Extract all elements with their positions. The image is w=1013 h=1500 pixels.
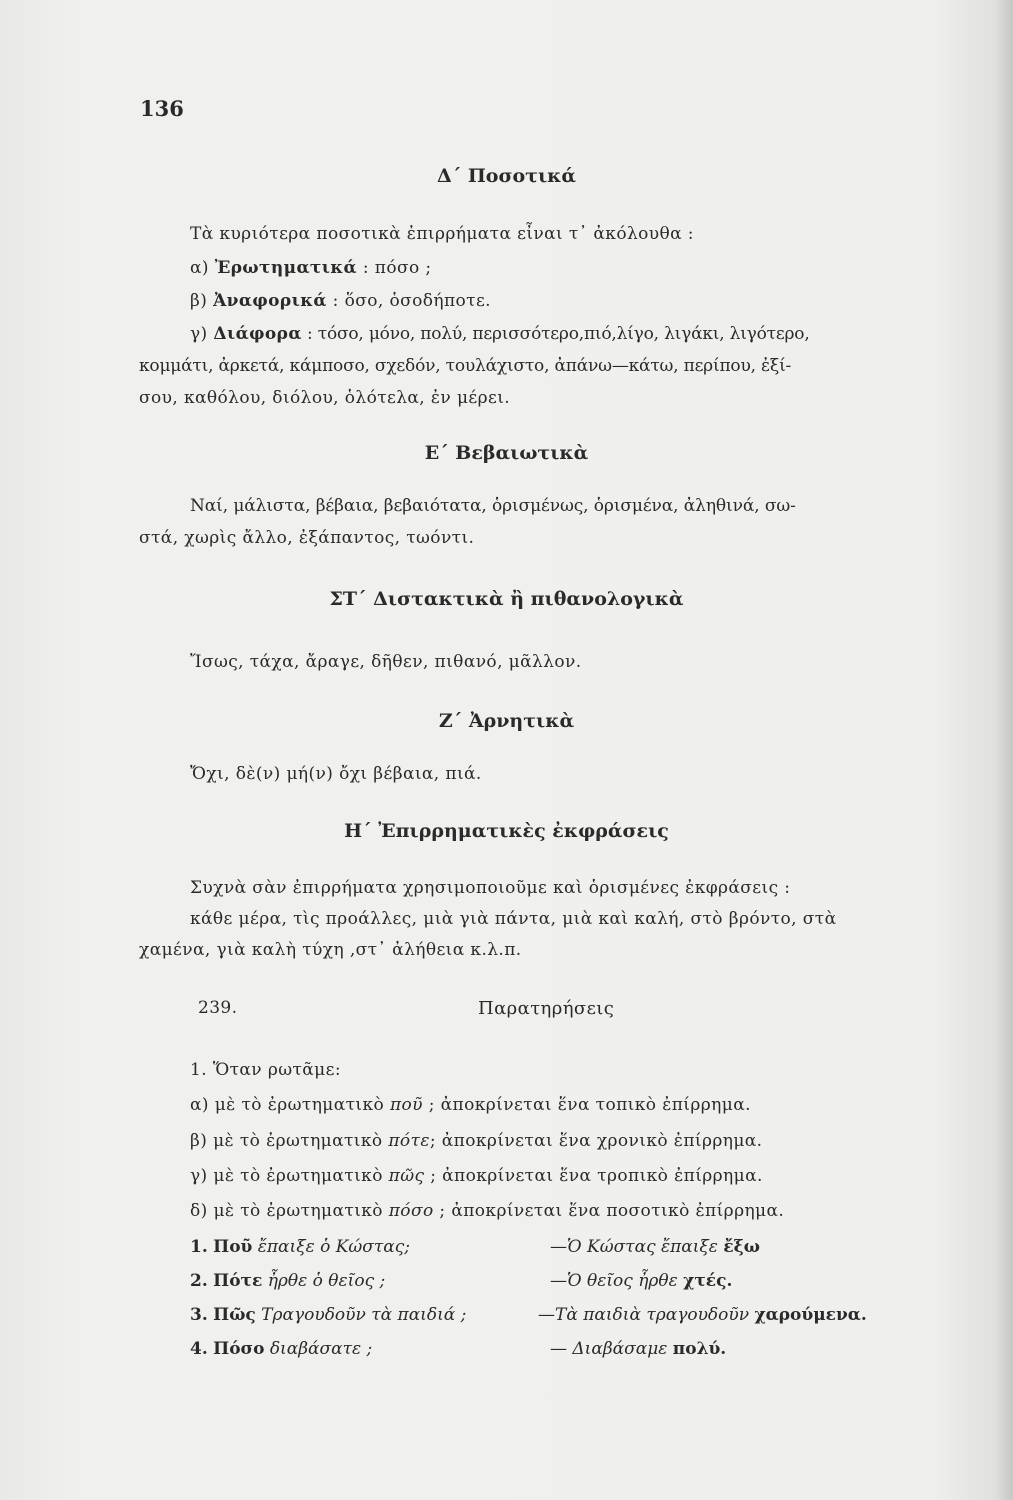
item-b-label: β) <box>190 291 214 311</box>
obs-c-rest: ; ἀποκρίνεται ἕνα τροπικὸ ἐπίρρημα. <box>424 1166 763 1186</box>
example-2-q-rest: ἦρθε ὁ θεῖος ; <box>262 1271 386 1291</box>
example-3-q-word: Πῶς <box>213 1305 256 1325</box>
example-2-question <box>190 1271 385 1291</box>
section-h-line2: κάθε μέρα, τὶς προάλλες, μιὰ γιὰ πάντα, μιὰ καὶ καλή, στὸ βρόντο, στὰ <box>190 909 837 929</box>
example-2-a-rest: —Ὁ θεῖος ἦρθε <box>550 1271 684 1291</box>
observation-line-b <box>190 1131 762 1151</box>
section-d-item-b <box>190 291 491 311</box>
section-z-heading: Ζ΄ Ἀρνητικὰ <box>438 710 575 732</box>
item-c-label: γ) <box>190 324 214 344</box>
section-d-intro: Τὰ κυριότερα ποσοτικὰ ἐπιρρήματα εἶναι τ᾿ ἀκόλουθα : <box>190 224 694 244</box>
example-3-answer <box>538 1305 867 1325</box>
example-1-answer <box>550 1237 760 1257</box>
example-1-q-rest: ἔπαιξε ὁ Κώστας; <box>252 1237 411 1257</box>
obs-b-rest: ; ἀποκρίνεται ἕνα χρονικὸ ἐπίρρημα. <box>429 1131 763 1151</box>
section-d-item-c-line3: σου, καθόλου, διόλου, ὁλότελα, ἐν μέρει. <box>139 388 511 408</box>
item-a-label: α) <box>190 258 215 278</box>
section-z-line1: Ὄχι, δὲ(ν) μή(ν) ὄχι βέβαια, πιά. <box>190 764 482 784</box>
section-d-item-a <box>190 258 432 278</box>
example-3-number: 3. <box>190 1305 208 1325</box>
example-4-a-word: πολύ. <box>672 1339 727 1359</box>
obs-d-label: δ) μὲ τὸ ἐρωτηματικὸ <box>190 1201 389 1221</box>
item-c-term: Διάφορα <box>213 324 302 344</box>
example-3-question <box>190 1305 466 1325</box>
section-e-heading: Ε΄ Βεβαιωτικὰ <box>424 442 589 464</box>
example-2-answer <box>550 1271 732 1291</box>
item-b-term: Ἀναφορικά <box>213 291 327 311</box>
example-2-a-word: χτές. <box>683 1271 733 1291</box>
observation-line-c <box>190 1166 763 1186</box>
section-d-heading: Δ΄ Ποσοτικά <box>437 165 576 187</box>
item-c-rest: : τόσο, μόνο, πολύ, περισσότερο,πιό,λίγο, λιγάκι, λιγότερο, <box>301 324 810 344</box>
section-h-line3: χαμένα, γιὰ καλὴ τύχη ,στ᾿ ἀλήθεια κ.λ.π. <box>139 940 522 960</box>
example-1-a-word: ἔξω <box>723 1237 760 1257</box>
observations-heading: Παρατηρήσεις <box>478 998 615 1019</box>
example-4-q-rest: διαβάσατε ; <box>264 1339 373 1359</box>
item-a-rest: : πόσο ; <box>357 258 432 278</box>
section-d-item-c <box>190 324 810 344</box>
example-2-q-word: Πότε <box>213 1271 263 1291</box>
obs-a-rest: ; ἀποκρίνεται ἕνα τοπικὸ ἐπίρρημα. <box>422 1095 751 1115</box>
example-3-q-rest: Τραγουδοῦν τὰ παιδιά ; <box>255 1305 467 1325</box>
example-1-a-rest: —Ὁ Κώστας ἔπαιξε <box>550 1237 724 1257</box>
page-number: 136 <box>140 96 184 121</box>
obs-c-word: πῶς <box>388 1166 425 1186</box>
example-1-number: 1. <box>190 1237 208 1257</box>
example-4-number: 4. <box>190 1339 208 1359</box>
paragraph-number: 239. <box>198 998 238 1018</box>
section-st-line1: Ἴσως, τάχα, ἄραγε, δῆθεν, πιθανό, μᾶλλον. <box>190 652 582 672</box>
observation-line-d <box>190 1201 784 1221</box>
obs-b-label: β) μὲ τὸ ἐρωτηματικὸ <box>190 1131 389 1151</box>
example-4-a-rest: — Διαβάσαμε <box>550 1339 673 1359</box>
section-h-line1: Συχνὰ σὰν ἐπιρρήματα χρησιμοποιοῦμε καὶ ὁρισμένες ἐκφράσεις : <box>190 878 791 898</box>
section-d-item-c-line2: κομμάτι, ἀρκετά, κάμποσο, σχεδόν, τουλάχιστο, ἀπάνω—κάτω, περίπου, ἐξί- <box>139 356 792 376</box>
example-3-a-rest: —Τὰ παιδιὰ τραγουδοῦν <box>538 1305 755 1325</box>
example-1-q-word: Ποῦ <box>213 1237 253 1257</box>
section-e-line1: Ναί, μάλιστα, βέβαια, βεβαιότατα, ὁρισμένως, ὁρισμένα, ἀληθινά, σω- <box>190 496 796 516</box>
section-h-heading: Η΄ Ἐπιρρηματικὲς ἐκφράσεις <box>344 820 669 842</box>
page-edge-shadow <box>995 0 1013 1500</box>
obs-a-label: α) μὲ τὸ ἐρωτηματικὸ <box>190 1095 390 1115</box>
example-4-answer <box>550 1339 726 1359</box>
obs-a-word: ποῦ <box>389 1095 423 1115</box>
obs-c-label: γ) μὲ τὸ ἐρωτηματικὸ <box>190 1166 389 1186</box>
example-1-question <box>190 1237 410 1257</box>
section-st-heading: ΣΤ΄ Διστακτικὰ ἢ πιθανολογικὰ <box>329 588 684 610</box>
obs-d-word: πόσο <box>388 1201 434 1221</box>
example-2-number: 2. <box>190 1271 208 1291</box>
obs-d-rest: ; ἀποκρίνεται ἕνα ποσοτικὸ ἐπίρρημα. <box>433 1201 785 1221</box>
observation-line-a <box>190 1095 751 1115</box>
section-e-line2: στά, χωρὶς ἄλλο, ἐξάπαντος, τωόντι. <box>139 528 475 548</box>
example-4-question <box>190 1339 372 1359</box>
example-4-q-word: Πόσο <box>213 1339 265 1359</box>
observations-item1: 1. Ὅταν ρωτᾶμε: <box>190 1060 341 1080</box>
example-3-a-word: χαρούμενα. <box>754 1305 867 1325</box>
obs-b-word: πότε <box>388 1131 430 1151</box>
item-a-term: Ἐρωτηματικά <box>214 258 358 278</box>
item-b-rest: : ὅσο, ὁσοδήποτε. <box>326 291 491 311</box>
